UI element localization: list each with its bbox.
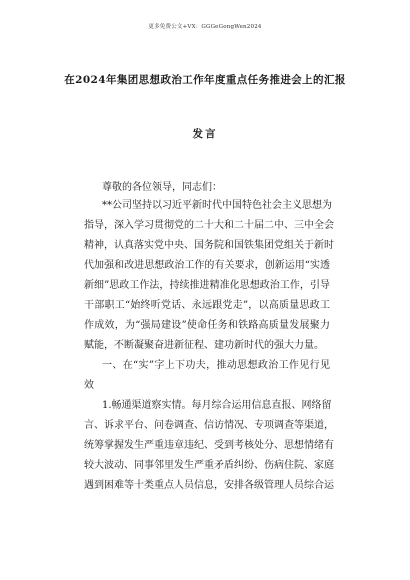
section-heading: 一、在“实”字上下功夫，推动思想政治工作见行见 bbox=[102, 360, 330, 371]
paragraph-line: 作成效，为“强局建设”使命任务和铁路高质量发展聚力 bbox=[84, 320, 330, 331]
paragraph-line: **公司坚持以习近平新时代中国特色社会主义思想为 bbox=[102, 200, 332, 211]
document-title: 在2024年集团思想政治工作年度重点任务推进会上的汇报 bbox=[64, 74, 346, 86]
paragraph-line: 指导，深入学习贯彻党的二十大和二十届二中、三中全会 bbox=[84, 220, 334, 231]
top-note: 更多免费公文+VX：GGGeGongWen2024 bbox=[148, 24, 262, 30]
paragraph-line: 统筹掌握发生严重违章违纪、受到考核处分、思想情绪有 bbox=[84, 440, 334, 451]
paragraph-line: 言、诉求平台、问卷调查、信访情况、专项调查等渠道， bbox=[84, 420, 334, 431]
paragraph-line: 赋能，不断凝聚奋进新征程、建功新时代的强大力量。 bbox=[84, 340, 324, 351]
paragraph-line: 较大波动、同事邻里发生严重矛盾纠纷、伤病住院、家庭 bbox=[84, 460, 334, 471]
paragraph-line: 干部职工“始终听党话、永远跟党走”，以高质量思政工 bbox=[84, 300, 330, 311]
paragraph-line: 精神，认真落实党中央、国务院和国铁集团党组关于新时 bbox=[84, 240, 334, 251]
paragraph-line: 代加强和改进思想政治工作的有关要求，创新运用“实透 bbox=[84, 260, 330, 271]
paragraph-line: 1.畅通渠道察实情。每月综合运用信息直报、网络留 bbox=[102, 400, 332, 411]
document-title-continued: 发言 bbox=[192, 128, 218, 140]
section-heading-continued: 效 bbox=[84, 380, 94, 391]
greeting: 尊敬的各位领导，同志们： bbox=[102, 182, 222, 193]
paragraph-line: 新细”思政工作法，持续推进精准化思想政治工作，引导 bbox=[84, 280, 330, 291]
paragraph-line: 遇到困难等十类重点人员信息，安排各级管理人员综合运 bbox=[84, 480, 334, 491]
